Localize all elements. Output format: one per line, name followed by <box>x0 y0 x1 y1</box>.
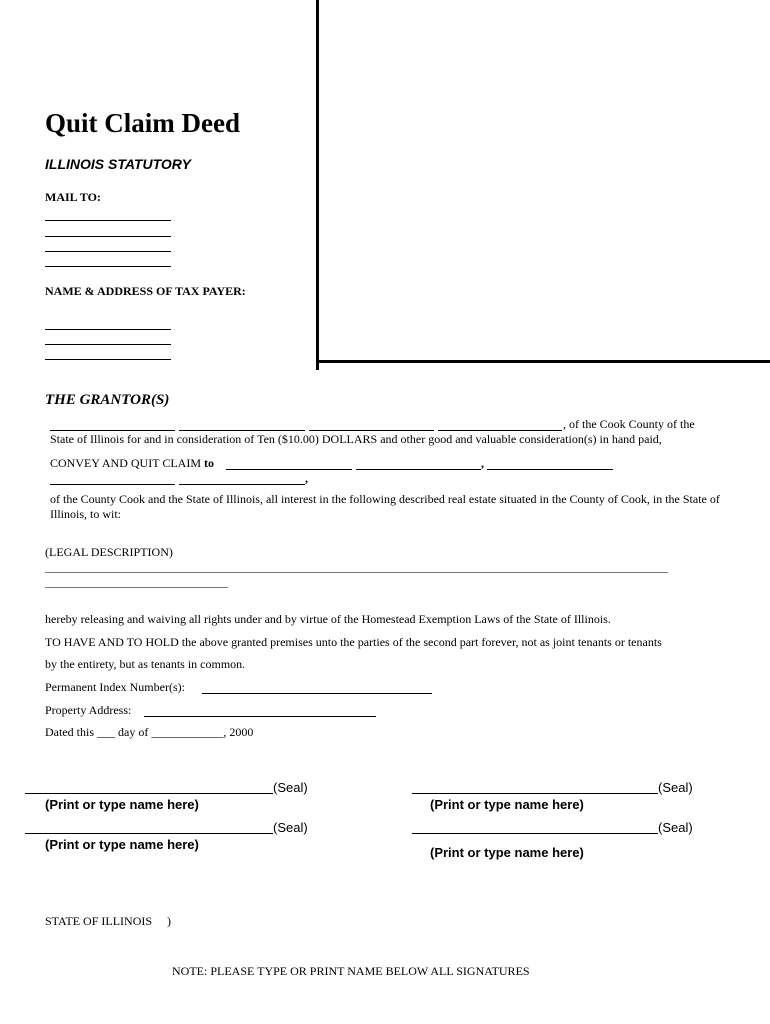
signature-line-1[interactable] <box>25 793 273 794</box>
taxpayer-line-2[interactable] <box>45 344 171 345</box>
grantor-name-line-3[interactable] <box>309 430 434 431</box>
grantor-name-line-4[interactable] <box>438 430 562 431</box>
grantee-name-line-3[interactable] <box>487 469 613 470</box>
mail-to-line-4[interactable] <box>45 266 171 267</box>
recording-box-horizontal-border <box>316 360 770 363</box>
seal-label-1: (Seal) <box>273 780 308 795</box>
print-name-label-4: (Print or type name here) <box>430 845 584 860</box>
signature-line-4[interactable] <box>412 833 658 834</box>
signature-line-3[interactable] <box>25 833 273 834</box>
seal-label-4: (Seal) <box>658 820 693 835</box>
print-name-label-1: (Print or type name here) <box>45 797 199 812</box>
dated-line: Dated this ___ day of ____________, 2000 <box>45 725 254 739</box>
signature-note: NOTE: PLEASE TYPE OR PRINT NAME BELOW ALL SIGNATURES <box>172 964 530 978</box>
pin-label: Permanent Index Number(s): <box>45 680 185 694</box>
grantee-name-line-4[interactable] <box>50 484 175 485</box>
homestead-text: hereby releasing and waiving all rights under and by virtue of the Homestead Exemption Laws of the State of Illinois. <box>45 612 611 626</box>
county-paragraph: of the County Cook and the State of Illinois, all interest in the following described real estate situated in the County of Cook, in the State of Illinois, to wit: <box>50 492 720 521</box>
legal-description-label: (LEGAL DESCRIPTION) <box>45 545 173 559</box>
property-address-label: Property Address: <box>45 703 132 717</box>
grantee-name-line-5[interactable] <box>179 484 305 485</box>
grantee-comma-2: , <box>305 471 308 485</box>
signature-line-2[interactable] <box>412 793 658 794</box>
consideration-text: State of Illinois for and in consideration of Ten ($10.00) DOLLARS and other good and valuable consideration(s) in hand paid, <box>50 432 662 446</box>
to-have-line-1: TO HAVE AND TO HOLD the above granted premises unto the parties of the second part forever, not as joint tenants or tenants <box>45 635 662 649</box>
print-name-label-3: (Print or type name here) <box>45 837 199 852</box>
page-title: Quit Claim Deed <box>45 108 240 138</box>
mail-to-line-2[interactable] <box>45 236 171 237</box>
convey-to: to <box>204 456 214 470</box>
grantee-name-line-1[interactable] <box>226 469 352 470</box>
grantors-heading: THE GRANTOR(S) <box>45 392 170 408</box>
taxpayer-line-3[interactable] <box>45 359 171 360</box>
mail-to-line-3[interactable] <box>45 251 171 252</box>
recording-box-vertical-border <box>316 0 319 370</box>
grantee-name-line-2[interactable] <box>356 469 481 470</box>
mail-to-label: MAIL TO: <box>45 190 101 204</box>
taxpayer-label: NAME & ADDRESS OF TAX PAYER: <box>45 284 246 298</box>
grantor-name-line-2[interactable] <box>179 430 305 431</box>
grantor-name-line-1[interactable] <box>50 430 175 431</box>
seal-label-3: (Seal) <box>273 820 308 835</box>
grantor-line1-suffix: , of the Cook County of the <box>563 417 695 431</box>
convey-line <box>50 456 214 471</box>
print-name-label-2: (Print or type name here) <box>430 797 584 812</box>
mail-to-line-1[interactable] <box>45 220 171 221</box>
grantee-comma-1: , <box>481 456 484 470</box>
seal-label-2: (Seal) <box>658 780 693 795</box>
pin-field[interactable] <box>202 693 432 694</box>
subtitle: ILLINOIS STATUTORY <box>45 156 191 172</box>
state-label: STATE OF ILLINOIS ) <box>45 914 172 928</box>
property-address-field[interactable] <box>144 716 376 717</box>
taxpayer-line-1[interactable] <box>45 329 171 330</box>
convey-text: CONVEY AND QUIT CLAIM <box>50 456 204 470</box>
to-have-line-2: by the entirety, but as tenants in common. <box>45 657 246 671</box>
legal-description-line-2[interactable] <box>45 587 228 588</box>
legal-description-line-1[interactable] <box>45 572 668 573</box>
